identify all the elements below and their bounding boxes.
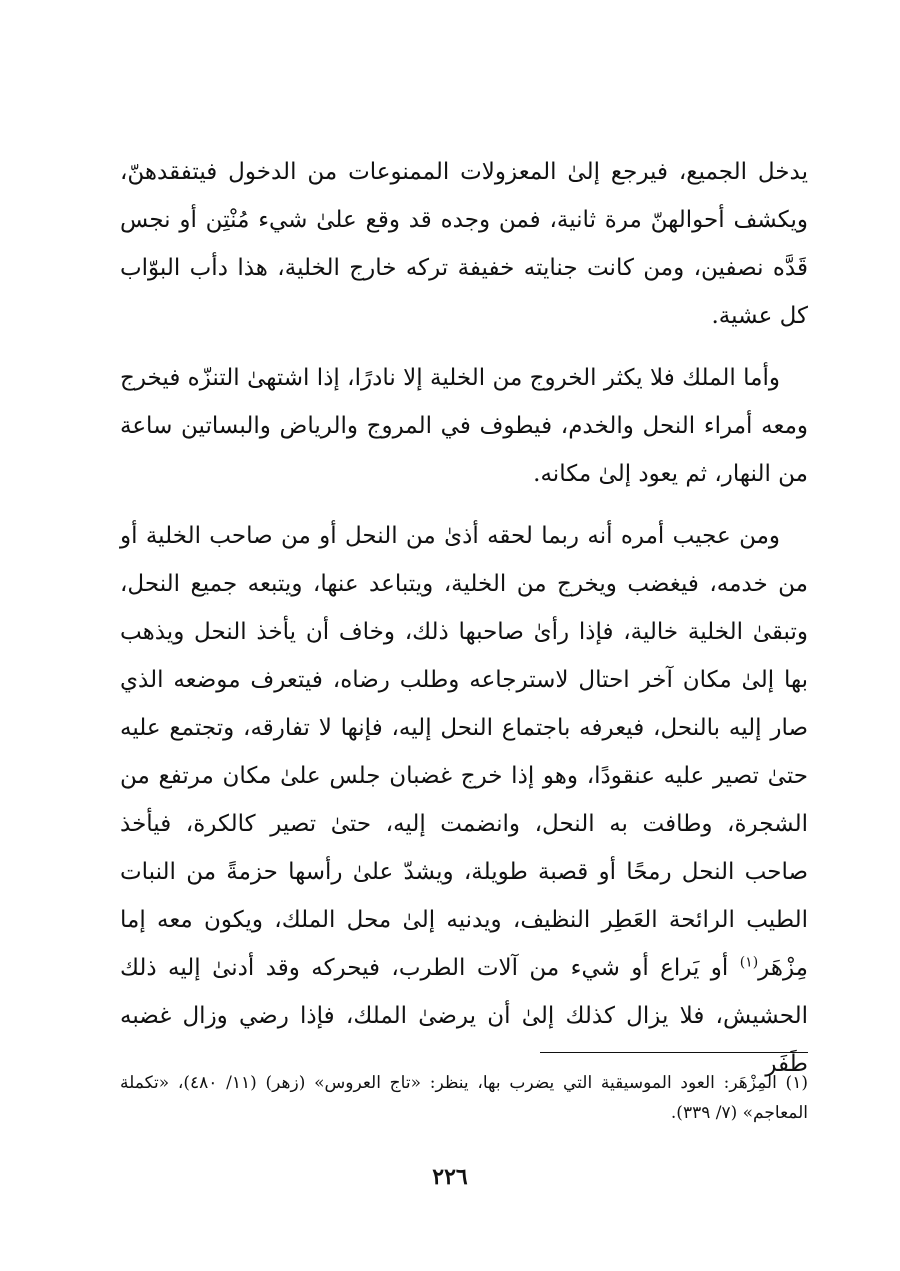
footnote-1: (١) المِزْهَر: العود الموسيقية التي يضرب بها، ينظر: «تاج العروس» (زهر) (١١/ ٤٨٠)، «تكملة المعاجم» (٧/ ٣٣٩). xyxy=(120,1073,808,1123)
footnote-separator xyxy=(540,1052,808,1053)
paragraph: يدخل الجميع، فيرجع إلىٰ المعزولات الممنوعات من الدخول فيتفقدهنّ، ويكشف أحوالهنّ مرة ثانية، فمن وجده قد وقع علىٰ شيء مُنْتِن أو نجس قَدَّه نصفين، ومن كانت جنايته خفيفة تركه خارج الخلية، هذا دأب البوّاب كل عشية. xyxy=(120,159,808,329)
main-text xyxy=(120,148,808,1102)
footnotes xyxy=(120,1068,808,1128)
paragraph-with-footnote xyxy=(120,512,808,1088)
footnote-marker[interactable]: (١) xyxy=(739,954,759,971)
page-number: ٢٢٦ xyxy=(432,1164,468,1190)
paragraph-text: أو يَراع أو شيء من آلات الطرب، فيحركه وقد أدنىٰ إليه ذلك الحشيش، فلا يزال كذلك إلىٰ أن يرضىٰ الملك، فإذا رضي وزال غضبه طَفَر xyxy=(120,955,808,1077)
paragraph: وأما الملك فلا يكثر الخروج من الخلية إلا نادرًا، إذا اشتهىٰ التنزّه فيخرج ومعه أمراء النحل والخدم، فيطوف في المروج والرياض والبساتين ساعة من النهار، ثم يعود إلىٰ مكانه. xyxy=(120,365,808,487)
paragraph-text: ومن عجيب أمره أنه ربما لحقه أذىٰ من النحل أو من صاحب الخلية أو من خدمه، فيغضب ويخرج من الخلية، ويتباعد عنها، ويتبعه جميع النحل، وتبقىٰ الخلية خالية، فإذا رأىٰ صاحبها ذلك، وخاف أن يأخذ النحل ويذهب بها إلىٰ مكان آخر احتال لاسترجاعه وطلب رضاه، فيتعرف موضعه الذي صار إليه بالنحل، فيعرفه باجتماع النحل إليه، فإنها لا تفارقه، وتجتمع عليه حتىٰ تصير عليه عنقودًا، وهو إذا خرج غضبان جلس علىٰ مكان مرتفع من الشجرة، وطافت به النحل، وانضمت إليه، حتىٰ تصير كالكرة، فيأخذ صاحب النحل رمحًا أو قصبة طويلة، ويشدّ علىٰ رأسها حزمةً من النبات الطيب الرائحة العَطِر النظيف، ويدنيه إلىٰ محل الملك، ويكون معه إما مِزْهَر xyxy=(120,523,808,981)
